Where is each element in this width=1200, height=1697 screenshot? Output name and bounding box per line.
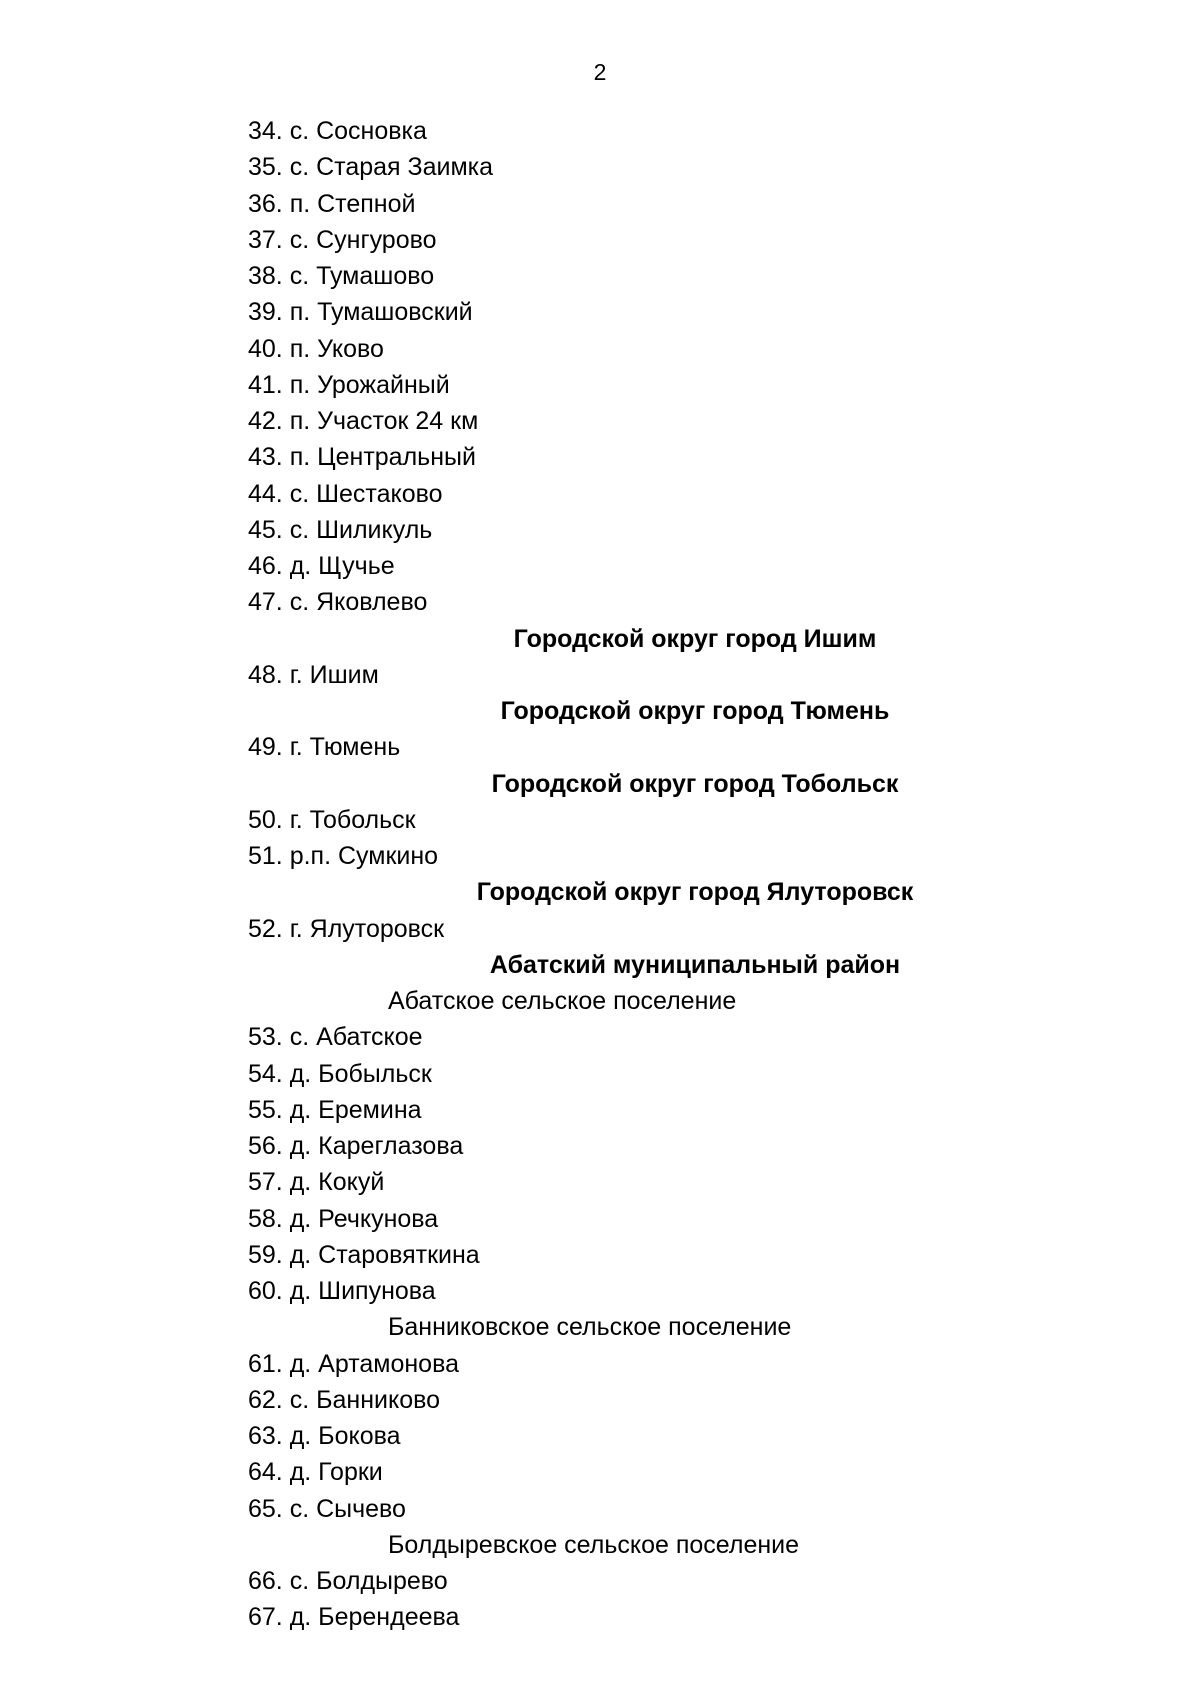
list-item: 46. д. Щучье: [248, 552, 395, 580]
list-item: 62. с. Банниково: [248, 1385, 441, 1414]
list-item: 61. д. Артамонова: [248, 1349, 459, 1378]
list-item: 67. д. Берендеева: [248, 1603, 460, 1632]
settlement-subheading: Банниковское сельское поселение: [388, 1313, 792, 1342]
list-item: 47. с. Яковлево: [248, 588, 428, 617]
list-item: 58. д. Речкунова: [248, 1204, 439, 1233]
list-item: 63. д. Бокова: [248, 1422, 401, 1450]
district-heading: Городской округ город Тюмень: [500, 697, 890, 725]
list-item: 55. д. Еремина: [248, 1095, 422, 1124]
list-item: 43. п. Центральный: [248, 443, 476, 472]
list-item: 53. с. Абатское: [248, 1023, 423, 1052]
list-item: 64. д. Горки: [248, 1458, 383, 1487]
list-item: 42. п. Участок 24 км: [248, 407, 479, 435]
list-item: 56. д. Кареглазова: [248, 1132, 464, 1160]
settlement-subheading: Абатское сельское поселение: [388, 987, 737, 1015]
list-item: 52. г. Ялуторовск: [248, 914, 445, 943]
list-item: 54. д. Бобыльск: [248, 1059, 432, 1088]
list-item: 50. г. Тобольск: [248, 805, 416, 834]
list-item: 57. д. Кокуй: [248, 1168, 385, 1197]
list-item: 51. р.п. Сумкино: [248, 842, 439, 870]
list-item: 41. п. Урожайный: [248, 370, 450, 399]
list-item: 39. п. Тумашовский: [248, 298, 473, 327]
district-heading: Городской округ город Ялуторовск: [476, 878, 914, 907]
district-heading: Городской округ город Тобольск: [491, 769, 899, 798]
list-item: 65. с. Сычево: [248, 1494, 406, 1523]
list-item: 66. с. Болдырево: [248, 1567, 448, 1595]
list-item: 37. с. Сунгурово: [248, 225, 437, 254]
list-item: 36. п. Степной: [248, 189, 416, 218]
district-heading: Абатский муниципальный район: [489, 950, 901, 979]
list-item: 38. с. Тумашово: [248, 262, 435, 290]
list-item: 45. с. Шиликуль: [248, 515, 433, 544]
list-item: 49. г. Тюмень: [248, 733, 401, 762]
list-item: 35. с. Старая Заимка: [248, 153, 494, 182]
page-number: 2: [593, 59, 607, 85]
district-heading: Городской округ город Ишим: [513, 624, 877, 653]
settlement-list: [248, 113, 1008, 1636]
list-item: 40. п. Уково: [248, 334, 384, 363]
list-item: 59. д. Старовяткина: [248, 1240, 480, 1269]
list-item: 48. г. Ишим: [248, 660, 379, 689]
list-item: 60. д. Шипунова: [248, 1277, 436, 1305]
list-item: 44. с. Шестаково: [248, 479, 443, 508]
list-item: 34. с. Сосновка: [248, 117, 427, 145]
settlement-subheading: Болдыревское сельское поселение: [388, 1530, 800, 1559]
